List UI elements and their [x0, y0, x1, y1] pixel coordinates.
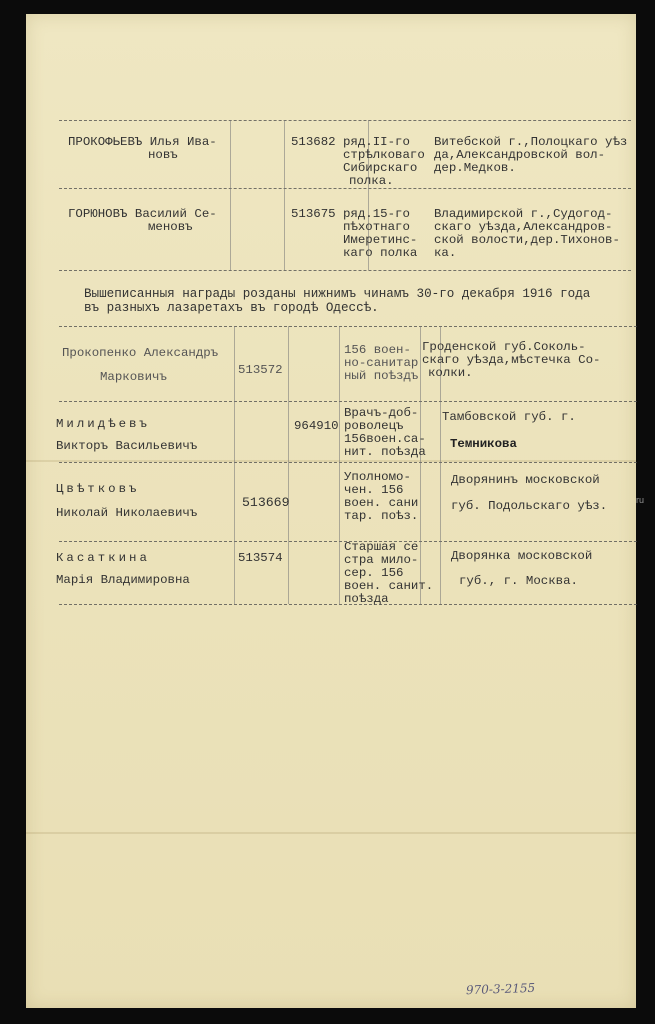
origin-line: Владимирской г.,Судогод- [434, 207, 613, 221]
service-number: 513669 [242, 495, 290, 510]
name-line: новъ [148, 148, 178, 162]
service-number: 964910 [294, 419, 339, 433]
unit-line: воен. санит. [344, 579, 434, 593]
origin-line: ка. [434, 246, 457, 260]
fold-line [26, 832, 636, 834]
service-number: 513572 [238, 363, 283, 377]
note-line: Вышеписанныя награды розданы нижнимъ чинамъ 30-го декабря 1916 года [84, 287, 591, 301]
archive-code: 970-3-2155 [465, 980, 536, 998]
row-divider [59, 462, 637, 463]
origin-line: Гроденской губ.Соколь- [422, 340, 586, 354]
unit-line: ный поѣздъ [344, 369, 419, 383]
column-line [230, 120, 231, 270]
name-line: Цвѣтковъ [56, 482, 140, 496]
service-number: 513675 [291, 207, 336, 221]
unit-line: ряд.15-го [343, 207, 410, 221]
unit-line: Старшая се [344, 540, 419, 554]
name-line: ГОРЮНОВЪ Василий Се- [68, 207, 217, 221]
name-line: Николай Николаевичъ [56, 506, 198, 520]
origin-line: скаго уѣзда,мѣстечка Со- [422, 353, 601, 367]
service-number: 513682 [291, 135, 336, 149]
unit-line: чен. 156 [344, 483, 404, 497]
unit-line: полка. [349, 174, 394, 188]
unit-line: каго полка [343, 246, 418, 260]
watermark: ru [636, 495, 645, 505]
origin-line: ской волости,дер.Тихонов- [434, 233, 620, 247]
name-line: ПРОКОФЬЕВЪ Илья Ива- [68, 135, 217, 149]
unit-line: но-санитар [344, 356, 419, 370]
unit-line: сер. 156 [344, 566, 404, 580]
origin-line: губ., г. Москва. [459, 574, 578, 588]
origin-line: колки. [428, 366, 473, 380]
unit-line: стрѣлковаго [343, 148, 425, 162]
column-line [284, 120, 285, 270]
name-line: Викторъ Васильевичъ [56, 439, 198, 453]
unit-line: роволецъ [344, 419, 404, 433]
origin-line: губ. Подольскаго уѣз. [451, 499, 608, 513]
service-number: 513574 [238, 551, 283, 565]
name-line: Марія Владимировна [56, 573, 190, 587]
column-line [288, 326, 289, 604]
note-line: въ разныхъ лазаретахъ въ городѣ Одессѣ. [84, 301, 379, 315]
unit-line: поѣзда [344, 592, 389, 606]
column-line [339, 326, 340, 604]
unit-line: Врачъ-доб- [344, 406, 419, 420]
name-line: Прокопенко Александръ [62, 346, 219, 360]
origin-line: Темникова [450, 437, 517, 451]
unit-line: пѣхотнаго [343, 220, 410, 234]
column-line [420, 326, 421, 604]
column-line [234, 326, 235, 604]
unit-line: стра мило- [344, 553, 419, 567]
row-divider [59, 188, 631, 189]
origin-line: скаго уѣзда,Александров- [434, 220, 613, 234]
origin-line: да,Александровской вол- [434, 148, 606, 162]
origin-line: Дворянинъ московской [451, 473, 600, 487]
row-divider [59, 120, 631, 121]
row-divider [59, 401, 637, 402]
origin-line: Тамбовской губ. г. [442, 410, 576, 424]
row-divider [59, 270, 631, 271]
name-line: Милидѣевъ [56, 417, 150, 431]
unit-line: 156воен.са- [344, 432, 426, 446]
unit-line: 156 воен- [344, 343, 411, 357]
unit-line: ряд.II-го [343, 135, 410, 149]
unit-line: тар. поѣз. [344, 509, 419, 523]
name-line: меновъ [148, 220, 193, 234]
unit-line: Уполномо- [344, 470, 411, 484]
name-line: Марковичъ [100, 370, 167, 384]
document-page [26, 14, 636, 1008]
row-divider [59, 326, 637, 327]
unit-line: воен. сани [344, 496, 419, 510]
name-line: Касаткина [56, 551, 150, 565]
origin-line: Витебской г.,Полоцкаго уѣз [434, 135, 628, 149]
unit-line: Сибирскаго [343, 161, 418, 175]
unit-line: нит. поѣзда [344, 445, 426, 459]
origin-line: дер.Медков. [434, 161, 516, 175]
unit-line: Имеретинс- [343, 233, 418, 247]
origin-line: Дворянка московской [451, 549, 593, 563]
